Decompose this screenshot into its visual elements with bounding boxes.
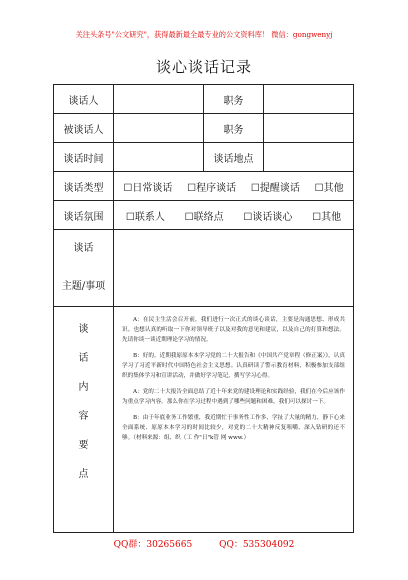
position-label: 职务 — [204, 85, 264, 114]
topic-value[interactable] — [114, 230, 354, 307]
interviewee-value[interactable] — [114, 114, 204, 143]
type-option-reminder[interactable]: ☐提醒谈话 — [250, 182, 300, 194]
content-label-char: 容 — [78, 411, 89, 422]
type-option-daily[interactable]: ☐日常谈话 — [123, 182, 173, 194]
atmosphere-option-contact[interactable]: ☐联系人 — [125, 211, 165, 223]
row-time — [54, 143, 354, 172]
type-label: 谈话类型 — [54, 172, 114, 201]
position-value[interactable] — [264, 85, 354, 114]
content-label-char: 要 — [78, 440, 89, 451]
place-value[interactable] — [264, 143, 354, 172]
content-label-char: 谈 — [78, 324, 89, 335]
content-label-char: 点 — [78, 469, 89, 480]
position2-label: 职务 — [204, 114, 264, 143]
interviewer-label: 谈话人 — [54, 85, 114, 114]
topic-label — [54, 230, 114, 307]
qq-group: QQ群：30265665 — [113, 540, 193, 550]
type-options — [114, 172, 354, 201]
talk-record-form — [53, 84, 354, 533]
row-type — [54, 172, 354, 201]
atmosphere-options — [114, 201, 354, 230]
content-label — [54, 307, 114, 533]
position2-value[interactable] — [264, 114, 354, 143]
content-paragraph: B：由于年底业务工作繁重，我近期忙于事务性工作多，学扯了大量的精力，静下心来全面系统、原原本本学习的时间比较少，对党的二十大精神反复咀嚼、深入钻研的还不够。（材料来源：组、织（工 作"日"k管 网 www.） — [122, 415, 345, 441]
atmosphere-option-heart-talk[interactable]: ☐谈话谈心 — [243, 211, 293, 223]
interviewee-label: 被谈话人 — [54, 114, 114, 143]
topic-label-line2: 主题/事项 — [61, 281, 106, 292]
page-title: 谈心谈话记录 — [155, 58, 252, 76]
row-atmosphere — [54, 201, 354, 230]
row-content — [54, 307, 354, 533]
footer-contact — [0, 537, 408, 550]
content-paragraph: B：好的。近期我原原本本学习党的二十大报告和《中国共产党章程（修正案）》，认真学习了习近平新时代中国特色社会主义思想。认真研读了警示教育材料，积极参加支部组织的集体学习和宣讲活动，并做好学习笔记，撰写学习心得。 — [122, 353, 345, 379]
type-option-other[interactable]: ☐其他 — [314, 182, 344, 194]
content-label-char: 话 — [78, 353, 89, 364]
time-label: 谈话时间 — [54, 143, 114, 172]
content-label-char: 内 — [78, 382, 89, 393]
row-interviewer — [54, 85, 354, 114]
atmosphere-label: 谈话氛围 — [54, 201, 114, 230]
atmosphere-option-liaison[interactable]: ☐联络点 — [184, 211, 224, 223]
qq-number: QQ：535304092 — [219, 540, 295, 550]
content-paragraph: A：党的二十大报告全面总结了近十年来党的建设理论和实践经验，我们在今后应该作为重点学习内容。那么你在学习过程中遇到了哪些问题和困难，我们可以探讨一下。 — [122, 389, 345, 405]
row-interviewee — [54, 114, 354, 143]
interviewer-value[interactable] — [114, 85, 204, 114]
content-paragraph: A：在民主生活会召开前，我们进行一次正式的谈心谈话，主要是沟通思想、形成共识。也想认真的听取一下你对领导班子以及对我的意见和建议，以及自己的打算和想法。先请你谈一谈近期理论学习的情况。 — [122, 317, 345, 343]
header-banner: 关注头条号"公文研究"，获得最新最全最专业的公文资料库！ 微信：gongwenyj — [75, 30, 333, 39]
row-topic — [54, 230, 354, 307]
time-value[interactable] — [114, 143, 204, 172]
topic-label-line1: 谈话 — [73, 243, 94, 254]
type-option-procedure[interactable]: ☐程序谈话 — [187, 182, 237, 194]
atmosphere-option-other[interactable]: ☐其他 — [312, 211, 342, 223]
content-text[interactable] — [114, 307, 354, 533]
place-label: 谈话地点 — [204, 143, 264, 172]
